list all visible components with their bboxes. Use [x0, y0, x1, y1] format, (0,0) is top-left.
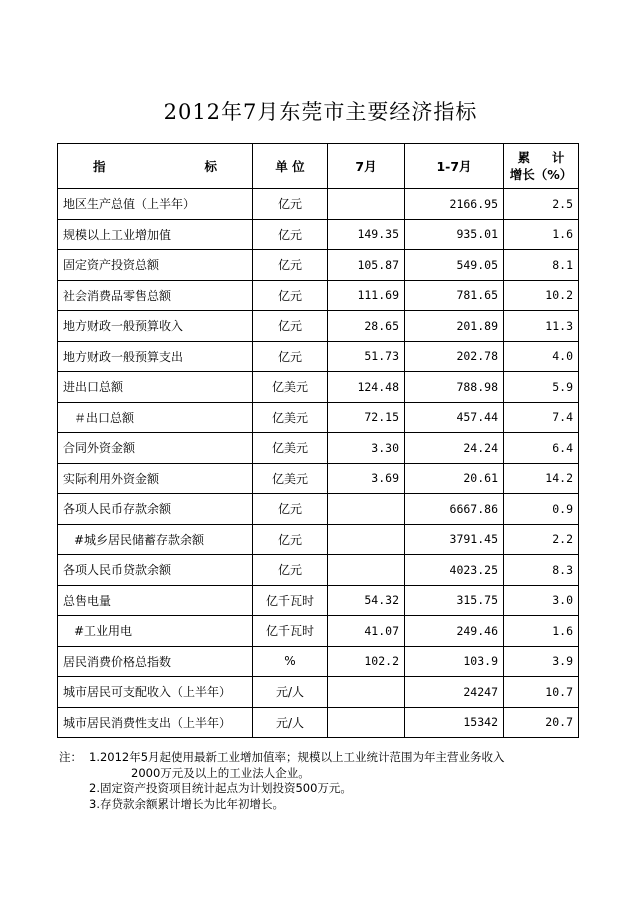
table-row — [58, 585, 579, 616]
table-header-row — [58, 144, 579, 189]
ytd-value: 249.46 — [405, 616, 504, 647]
ytd-value: 788.98 — [405, 372, 504, 403]
unit-cell: 亿美元 — [253, 433, 328, 464]
unit-cell: 亿元 — [253, 250, 328, 281]
unit-cell: 亿美元 — [253, 463, 328, 494]
growth-value: 11.3 — [504, 311, 579, 342]
table-row — [58, 341, 579, 372]
month-value: 54.32 — [328, 585, 405, 616]
ytd-value: 103.9 — [405, 646, 504, 677]
growth-value: 0.9 — [504, 494, 579, 525]
growth-value: 2.5 — [504, 189, 579, 220]
table-row — [58, 494, 579, 525]
indicator-name: 总售电量 — [58, 585, 253, 616]
ytd-value: 457.44 — [405, 402, 504, 433]
indicator-name: 社会消费品零售总额 — [58, 280, 253, 311]
table-row — [58, 524, 579, 555]
month-value: 72.15 — [328, 402, 405, 433]
notes-prefix: 注： — [59, 750, 82, 764]
ytd-value: 3791.45 — [405, 524, 504, 555]
note-1: 1.2012年5月起使用最新工业增加值率；规模以上工业统计范围为年主营业务收入 — [89, 750, 505, 764]
table-row — [58, 372, 579, 403]
unit-cell: 亿美元 — [253, 372, 328, 403]
growth-value: 3.9 — [504, 646, 579, 677]
header-growth: 累 计 增长（%） — [504, 144, 579, 189]
note-2: 2.固定资产投资项目统计起点为计划投资500万元。 — [89, 781, 352, 795]
table-row — [58, 433, 579, 464]
unit-cell: 亿千瓦时 — [253, 616, 328, 647]
growth-value: 10.2 — [504, 280, 579, 311]
indicator-name: #城乡居民储蓄存款余额 — [58, 524, 253, 555]
unit-cell: % — [253, 646, 328, 677]
ytd-value: 6667.86 — [405, 494, 504, 525]
unit-cell: 亿美元 — [253, 402, 328, 433]
unit-cell: 亿元 — [253, 555, 328, 586]
unit-cell: 亿元 — [253, 494, 328, 525]
growth-value: 8.1 — [504, 250, 579, 281]
note-3: 3.存贷款余额累计增长为比年初增长。 — [89, 796, 284, 811]
growth-value: 10.7 — [504, 677, 579, 708]
note-1-continued: 2000万元及以上的工业法人企业。 — [131, 765, 310, 780]
indicator-name: 地方财政一般预算支出 — [58, 341, 253, 372]
month-value: 3.30 — [328, 433, 405, 464]
indicator-name: 实际利用外资金额 — [58, 463, 253, 494]
table-row — [58, 402, 579, 433]
month-value: 111.69 — [328, 280, 405, 311]
table-row — [58, 555, 579, 586]
unit-cell: 亿元 — [253, 524, 328, 555]
ytd-value: 20.61 — [405, 463, 504, 494]
month-value — [328, 189, 405, 220]
month-value: 105.87 — [328, 250, 405, 281]
indicator-name: 进出口总额 — [58, 372, 253, 403]
ytd-value: 15342 — [405, 707, 504, 738]
growth-value: 2.2 — [504, 524, 579, 555]
unit-cell: 亿元 — [253, 219, 328, 250]
table-row — [58, 463, 579, 494]
month-value: 124.48 — [328, 372, 405, 403]
header-unit: 单 位 — [253, 144, 328, 189]
growth-value: 3.0 — [504, 585, 579, 616]
table-row — [58, 707, 579, 738]
month-value: 102.2 — [328, 646, 405, 677]
table-row — [58, 250, 579, 281]
growth-value: 7.4 — [504, 402, 579, 433]
indicator-name: ＃出口总额 — [58, 402, 253, 433]
month-value — [328, 524, 405, 555]
unit-cell: 亿千瓦时 — [253, 585, 328, 616]
ytd-value: 549.05 — [405, 250, 504, 281]
month-value — [328, 707, 405, 738]
unit-cell: 亿元 — [253, 189, 328, 220]
growth-value: 6.4 — [504, 433, 579, 464]
document-title: 2012年7月东莞市主要经济指标 — [163, 100, 478, 124]
ytd-value: 24.24 — [405, 433, 504, 464]
indicator-name: 合同外资金额 — [58, 433, 253, 464]
ytd-value: 24247 — [405, 677, 504, 708]
table-row — [58, 677, 579, 708]
month-value: 41.07 — [328, 616, 405, 647]
indicator-name: #工业用电 — [58, 616, 253, 647]
table-row — [58, 280, 579, 311]
table-row — [58, 189, 579, 220]
growth-value: 1.6 — [504, 219, 579, 250]
ytd-value: 781.65 — [405, 280, 504, 311]
growth-value: 4.0 — [504, 341, 579, 372]
month-value: 3.69 — [328, 463, 405, 494]
indicator-name: 地方财政一般预算收入 — [58, 311, 253, 342]
growth-value: 8.3 — [504, 555, 579, 586]
growth-value: 5.9 — [504, 372, 579, 403]
footnotes — [59, 750, 599, 812]
ytd-value: 315.75 — [405, 585, 504, 616]
header-indicator: 指 标 — [58, 144, 253, 189]
month-value: 51.73 — [328, 341, 405, 372]
indicator-name: 规模以上工业增加值 — [58, 219, 253, 250]
indicator-name: 居民消费价格总指数 — [58, 646, 253, 677]
header-ytd: 1-7月 — [405, 144, 504, 189]
unit-cell: 元/人 — [253, 707, 328, 738]
ytd-value: 935.01 — [405, 219, 504, 250]
unit-cell: 亿元 — [253, 311, 328, 342]
table-row — [58, 616, 579, 647]
indicator-name: 各项人民币贷款余额 — [58, 555, 253, 586]
growth-value: 20.7 — [504, 707, 579, 738]
ytd-value: 2166.95 — [405, 189, 504, 220]
economic-indicators-table — [57, 143, 579, 738]
indicator-name: 固定资产投资总额 — [58, 250, 253, 281]
unit-cell: 元/人 — [253, 677, 328, 708]
indicator-name: 城市居民可支配收入（上半年） — [58, 677, 253, 708]
month-value: 28.65 — [328, 311, 405, 342]
unit-cell: 亿元 — [253, 341, 328, 372]
ytd-value: 4023.25 — [405, 555, 504, 586]
month-value — [328, 555, 405, 586]
indicator-name: 地区生产总值（上半年） — [58, 189, 253, 220]
ytd-value: 201.89 — [405, 311, 504, 342]
table-row — [58, 311, 579, 342]
month-value — [328, 494, 405, 525]
growth-value: 14.2 — [504, 463, 579, 494]
table-row — [58, 219, 579, 250]
header-month: 7月 — [328, 144, 405, 189]
indicator-name: 城市居民消费性支出（上半年） — [58, 707, 253, 738]
month-value: 149.35 — [328, 219, 405, 250]
indicator-name: 各项人民币存款余额 — [58, 494, 253, 525]
ytd-value: 202.78 — [405, 341, 504, 372]
unit-cell: 亿元 — [253, 280, 328, 311]
month-value — [328, 677, 405, 708]
table-row — [58, 646, 579, 677]
growth-value: 1.6 — [504, 616, 579, 647]
